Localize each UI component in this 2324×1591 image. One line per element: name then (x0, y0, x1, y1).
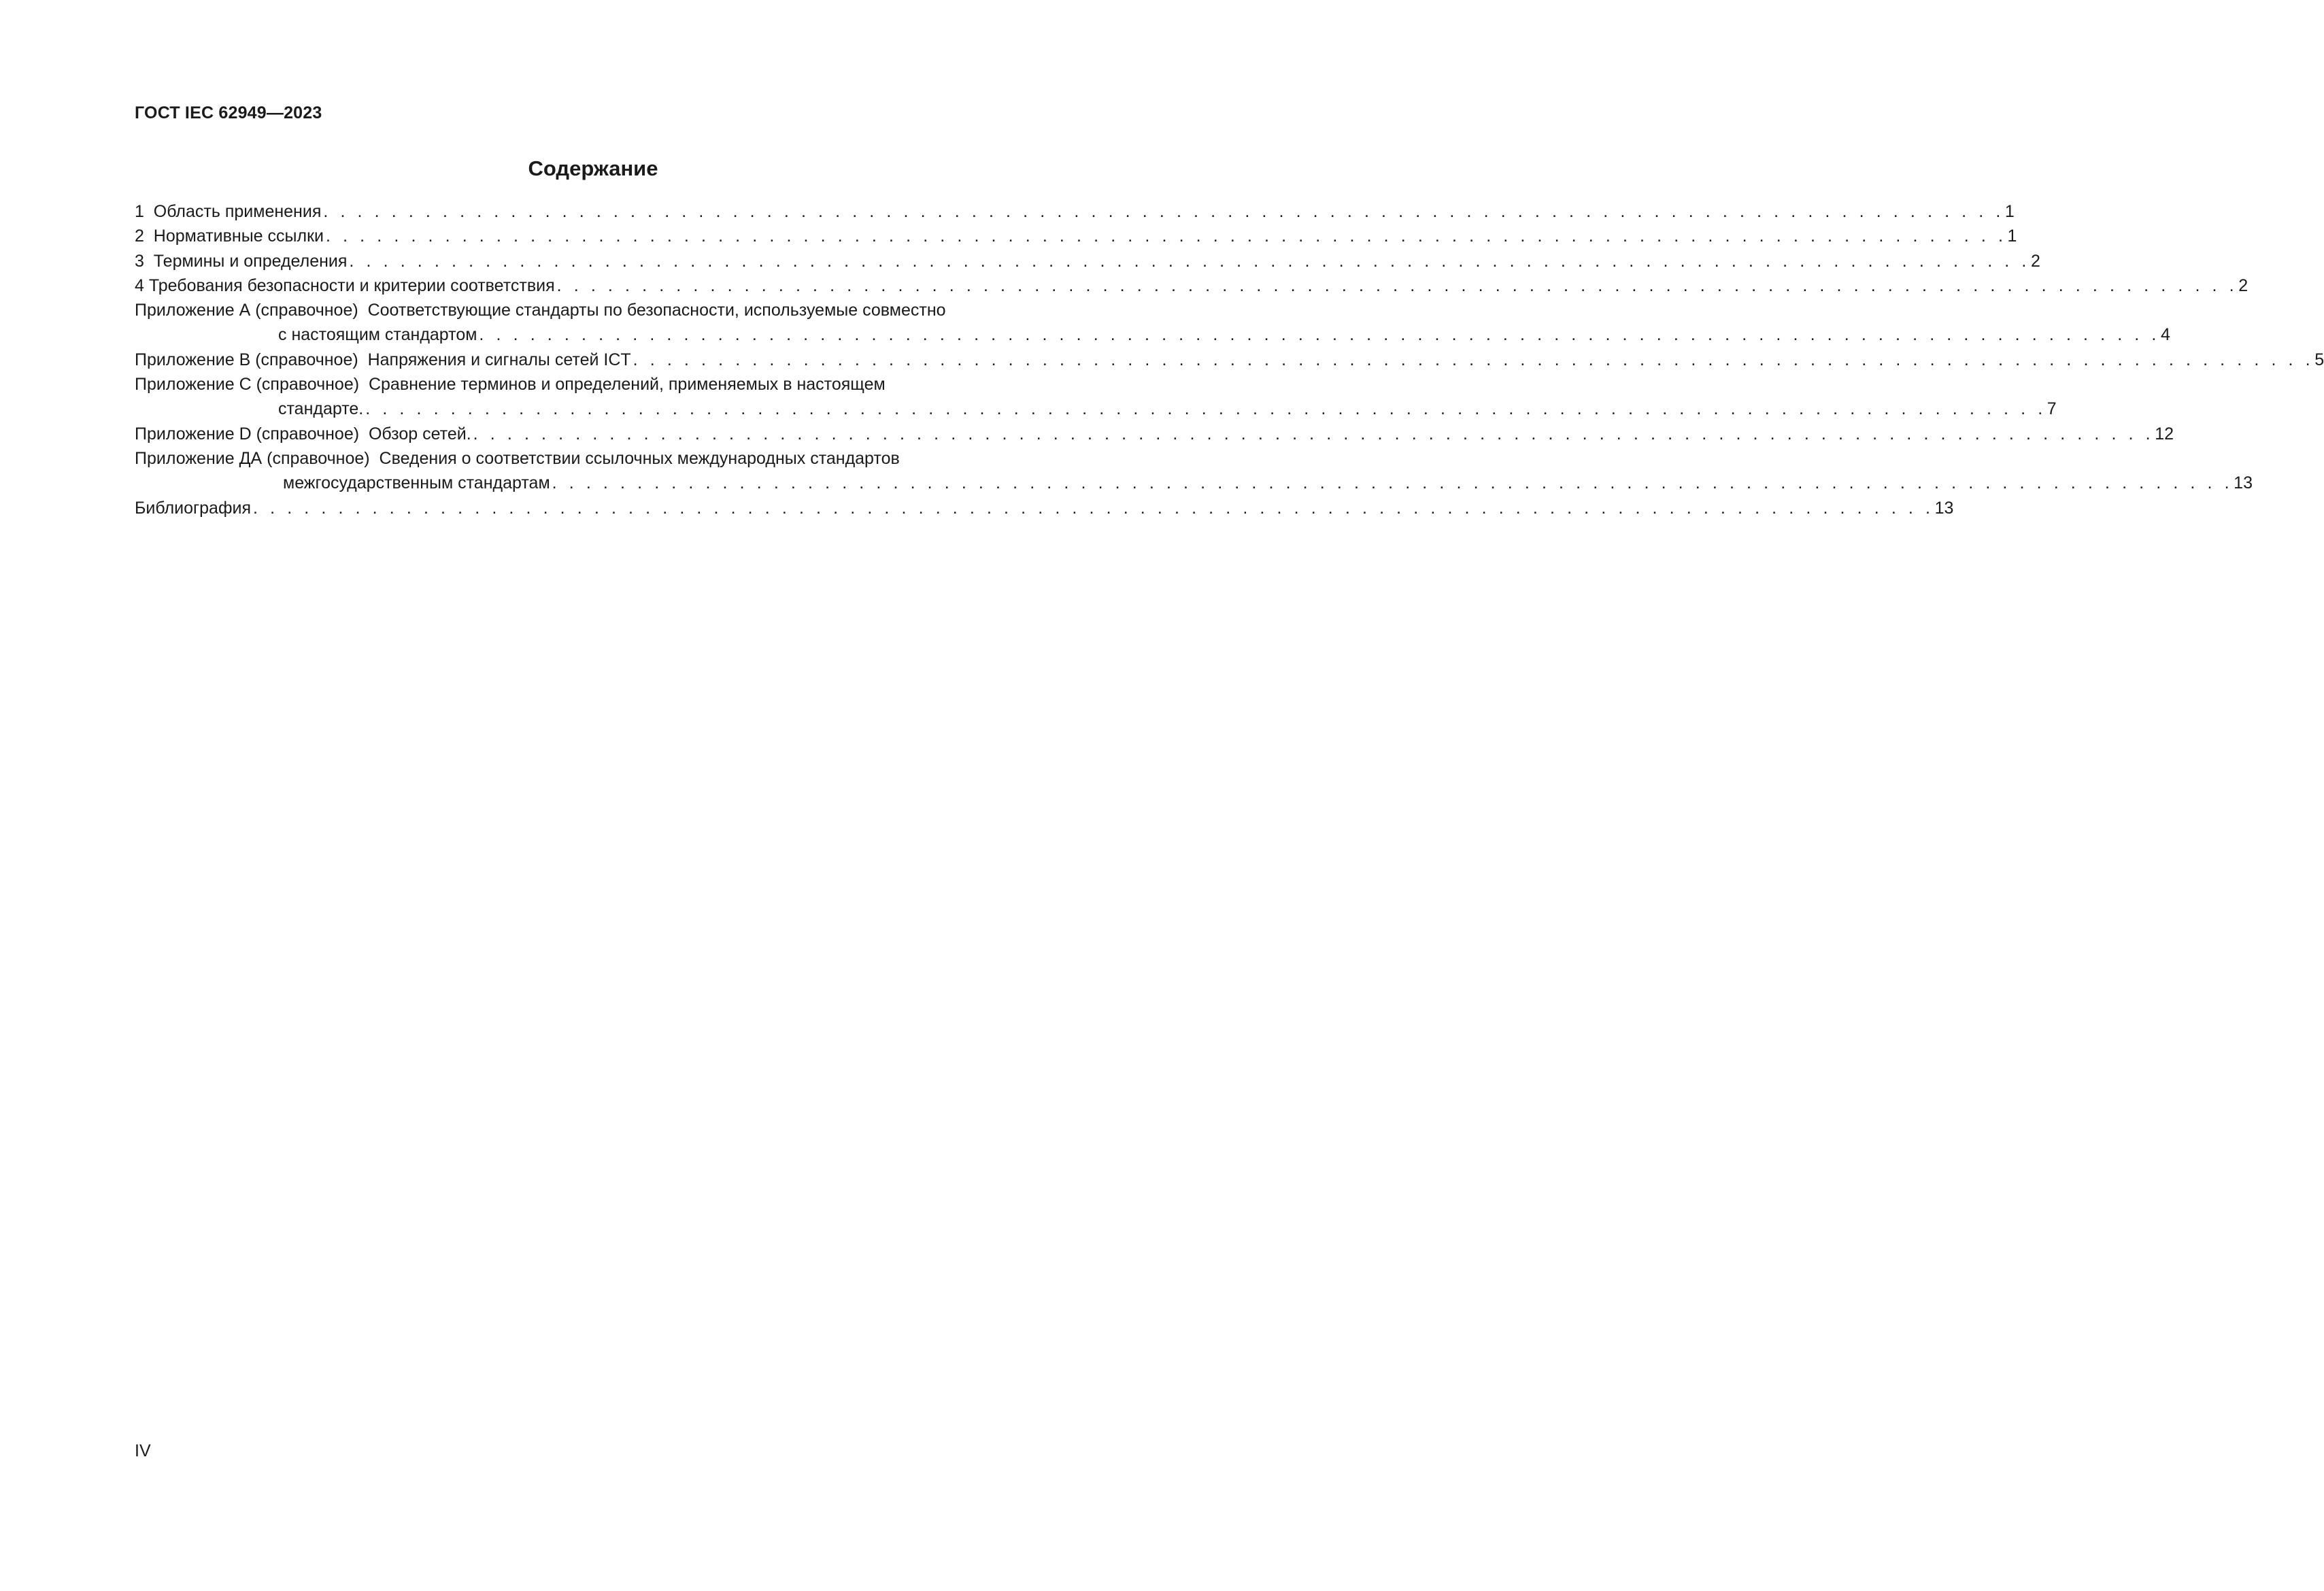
toc-entry-title: Приложение С (справочное) Сравнение терминов и определений, применяемых в настоящем (135, 375, 886, 395)
toc-leader-dots: . . . . . . . . . . . . . . . . . . . . . . . . . . . . . . . . . . . . . . . . . . . . . . . . . . . . . . . . . . . . . . . . . . . . . . . . . . . . . . . . . . . . . . . . . . . . . . . . . . . (253, 498, 1934, 518)
toc-leader-dots: . . . . . . . . . . . . . . . . . . . . . . . . . . . . . . . . . . . . . . . . . . . . . . . . . . . . . . . . . . . . . . . . . . . . . . . . . . . . . . . . . . . . . . . . . . . . . . . . . . . (479, 325, 2160, 345)
toc-entry-page: 2 (2238, 275, 2249, 295)
toc-entry-title: 1 Область применения (135, 202, 322, 221)
toc-entry-title: Библиография (135, 498, 252, 518)
toc-entry-continuation[interactable] (135, 397, 2057, 421)
toc-entry-title-continuation: с настоящим стандартом (278, 325, 477, 345)
toc-entry-title: 3 Термины и определения (135, 251, 348, 271)
toc-entry-page: 4 (2160, 325, 2170, 345)
toc-entry-title: 2 Нормативные ссылки (135, 227, 324, 246)
toc-entry-title-continuation: стандарте. (278, 399, 364, 419)
toc-entry[interactable] (135, 199, 2015, 224)
toc-entry-continuation[interactable] (135, 322, 2170, 347)
toc-entry-continuation[interactable] (135, 471, 2253, 495)
toc-leader-dots: . . . . . . . . . . . . . . . . . . . . . . . . . . . . . . . . . . . . . . . . . . . . . . . . . . . . . . . . . . . . . . . . . . . . . . . . . . . . . . . . . . . . . . . . . . . . . . . . . . . (556, 275, 2238, 295)
toc-entry[interactable] (135, 298, 1050, 322)
toc-entry[interactable] (135, 372, 1050, 397)
toc-leader-dots: . . . . . . . . . . . . . . . . . . . . . . . . . . . . . . . . . . . . . . . . . . . . . . . . . . . . . . . . . . . . . . . . . . . . . . . . . . . . . . . . . . . . . . . . . . . . . . . . . . . (365, 399, 2047, 419)
toc-entry-page: 12 (2155, 424, 2174, 443)
toc-entry[interactable] (135, 446, 1050, 471)
toc-leader-dots: . . . . . . . . . . . . . . . . . . . . . . . . . . . . . . . . . . . . . . . . . . . . . . . . . . . . . . . . . . . . . . . . . . . . . . . . . . . . . . . . . . . . . . . . . . . . . . . . . . . (552, 473, 2234, 493)
toc-entry-page: 13 (2234, 473, 2253, 493)
toc-entry-page: 5 (2314, 350, 2324, 369)
toc-entry-page: 7 (2047, 399, 2057, 419)
document-designation: ГОСТ IEC 62949—2023 (135, 103, 322, 122)
toc-entry[interactable] (135, 249, 2040, 273)
toc-title: Содержание (528, 156, 658, 180)
toc-entry-title: Приложение А (справочное) Соответствующие стандарты по безопасности, используемые совместно (135, 301, 946, 320)
page-number: IV (135, 1441, 151, 1460)
toc-entry-title-continuation: межгосударственным стандартам (283, 473, 550, 493)
toc-entry-title: Приложение ДА (справочное) Сведения о соответствии ссылочных международных стандартов (135, 448, 900, 468)
table-of-contents (135, 199, 2324, 520)
toc-entry-page: 2 (2030, 251, 2040, 271)
toc-entry-title: Приложение В (справочное) Напряжения и сигналы сетей ICT (135, 350, 631, 369)
toc-entry[interactable] (135, 422, 2174, 446)
toc-leader-dots: . . . . . . . . . . . . . . . . . . . . . . . . . . . . . . . . . . . . . . . . . . . . . . . . . . . . . . . . . . . . . . . . . . . . . . . . . . . . . . . . . . . . . . . . . . . . . . . . . . . (325, 227, 2007, 246)
toc-leader-dots: . . . . . . . . . . . . . . . . . . . . . . . . . . . . . . . . . . . . . . . . . . . . . . . . . . . . . . . . . . . . . . . . . . . . . . . . . . . . . . . . . . . . . . . . . . . . . . . . . . . (323, 202, 2004, 221)
toc-entry[interactable] (135, 496, 1954, 520)
toc-leader-dots: . . . . . . . . . . . . . . . . . . . . . . . . . . . . . . . . . . . . . . . . . . . . . . . . . . . . . . . . . . . . . . . . . . . . . . . . . . . . . . . . . . . . . . . . . . . . . . . . . . . (349, 251, 2030, 271)
toc-entry[interactable] (135, 348, 2324, 372)
toc-entry-title: Приложение D (справочное) Обзор сетей. (135, 424, 471, 443)
toc-leader-dots: . . . . . . . . . . . . . . . . . . . . . . . . . . . . . . . . . . . . . . . . . . . . . . . . . . . . . . . . . . . . . . . . . . . . . . . . . . . . . . . . . . . . . . . . . . . . . . . . . . . (633, 350, 2314, 369)
toc-entry[interactable] (135, 273, 2249, 298)
toc-entry-page: 1 (2004, 202, 2015, 221)
toc-entry-title: 4 Требования безопасности и критерии соответствия (135, 275, 555, 295)
toc-entry[interactable] (135, 224, 2017, 248)
toc-entry-page: 1 (2007, 227, 2017, 246)
toc-entry-page: 13 (1934, 498, 1954, 518)
toc-leader-dots: . . . . . . . . . . . . . . . . . . . . . . . . . . . . . . . . . . . . . . . . . . . . . . . . . . . . . . . . . . . . . . . . . . . . . . . . . . . . . . . . . . . . . . . . . . . . . . . . . . . (473, 424, 2155, 443)
